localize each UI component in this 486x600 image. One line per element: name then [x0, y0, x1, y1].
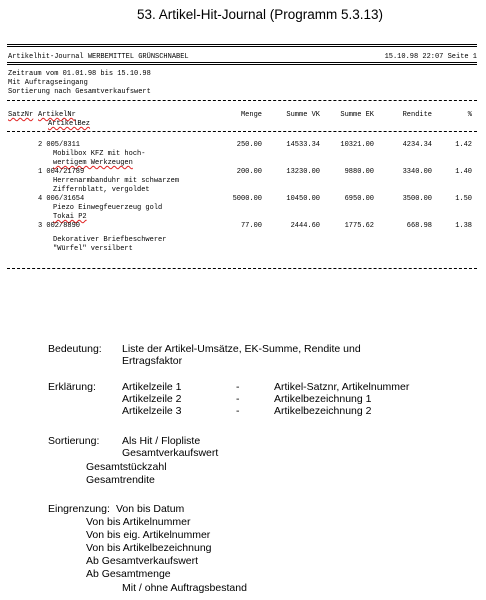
row-pct: 1.42: [455, 141, 472, 149]
col-rendite: Rendite: [402, 111, 432, 119]
row-summe-ek: 9880.00: [344, 168, 374, 176]
row-pct: 1.40: [455, 168, 472, 176]
erklaerung-row-dash: -: [236, 405, 240, 417]
erklaerung-row-name: Artikelzeile 2: [122, 393, 182, 405]
row-pct: 1.38: [455, 222, 472, 230]
row-summe-ek: 10321.00: [340, 141, 374, 149]
eingrenzung-item: Von bis Artikelnummer: [86, 516, 191, 528]
page-title: 53. Artikel-Hit-Journal (Programm 5.3.13): [136, 7, 384, 22]
erklaerung-label: Erklärung:: [48, 381, 96, 393]
row-desc2: Tokai P2: [53, 213, 87, 221]
row-menge: 250.00: [236, 141, 262, 149]
col-summe-vk: Summe VK: [286, 111, 320, 119]
eingrenzung-item: Von bis eig. Artikelnummer: [86, 529, 211, 541]
row-desc1: Mobilbox KFZ mit hoch-: [53, 150, 146, 158]
col-pct: %: [467, 111, 472, 119]
row-satz-artikelnr: 3 002/8890: [38, 222, 81, 230]
sortierung-option: Gesamtverkaufswert: [122, 447, 219, 459]
eingrenzung-item: Von bis Datum: [116, 503, 185, 515]
row-rendite: 4234.34: [402, 141, 432, 149]
erklaerung-row-value: Artikelbezeichnung 2: [274, 405, 372, 417]
bedeutung-line1: Liste der Artikel-Umsätze, EK-Summe, Rendite und: [122, 343, 361, 355]
eingrenzung-item: Von bis Artikelbezeichnung: [86, 542, 212, 554]
report-auftragseingang: Mit Auftragseingang: [8, 79, 88, 87]
row-satz-artikelnr: 2 005/8311: [38, 141, 81, 149]
row-desc2: Ziffernblatt, vergoldet: [53, 186, 150, 194]
row-pct: 1.50: [455, 195, 472, 203]
report-header-right: 15.10.98 22:07 Seite 1: [384, 53, 477, 61]
bedeutung-line2: Ertragsfaktor: [122, 355, 183, 367]
sortierung-option: Gesamtrendite: [86, 474, 155, 486]
row-rendite: 3500.00: [402, 195, 432, 203]
row-satz-artikelnr: 1 004/21789: [38, 168, 85, 176]
row-summe-vk: 13230.00: [286, 168, 320, 176]
col-menge: Menge: [240, 111, 262, 119]
sortierung-option: Gesamtstückzahl: [86, 461, 167, 473]
sortierung-option: Als Hit / Flopliste: [122, 435, 201, 447]
erklaerung-row-dash: -: [236, 393, 240, 405]
row-desc2: wertigem Werkzeugen: [53, 159, 133, 167]
double-rule-top-2: [7, 46, 477, 47]
report-header-left: Artikelhit-Journal WERBEMITTEL GRÜNSCHNABEL: [8, 53, 189, 61]
sortierung-label: Sortierung:: [48, 435, 100, 447]
row-desc1: Dekorativer Briefbeschwerer: [53, 236, 167, 244]
erklaerung-row-name: Artikelzeile 1: [122, 381, 182, 393]
col-artikelnr: ArtikelNr: [38, 111, 76, 119]
row-summe-vk: 10450.00: [286, 195, 320, 203]
row-summe-ek: 6950.00: [344, 195, 374, 203]
row-desc2: "Würfel" versilbert: [53, 245, 133, 253]
row-rendite: 668.98: [406, 222, 432, 230]
col-satznr: SatzNr: [8, 111, 34, 119]
row-desc1: Herrenarmbanduhr mit schwarzem: [53, 177, 180, 185]
col-summe-ek: Summe EK: [340, 111, 374, 119]
eingrenzung-label: Eingrenzung:: [48, 503, 110, 515]
report-zeitraum: Zeitraum vom 01.01.98 bis 15.10.98: [8, 70, 151, 78]
double-rule-header-2: [7, 64, 477, 65]
dashed-rule-bottom: [7, 268, 477, 269]
row-desc1: Piezo Einwegfeuerzeug gold: [53, 204, 163, 212]
row-summe-vk: 2444.60: [290, 222, 320, 230]
row-rendite: 3340.00: [402, 168, 432, 176]
erklaerung-row-name: Artikelzeile 3: [122, 405, 182, 417]
erklaerung-row-dash: -: [236, 381, 240, 393]
report-sortierung: Sortierung nach Gesamtverkaufswert: [8, 88, 151, 96]
row-menge: 200.00: [236, 168, 262, 176]
eingrenzung-item: Ab Gesamtmenge: [86, 568, 171, 580]
row-summe-vk: 14533.34: [286, 141, 320, 149]
row-menge: 5000.00: [232, 195, 262, 203]
double-rule-header: [7, 62, 477, 63]
double-rule-top: [7, 44, 477, 45]
eingrenzung-item: Ab Gesamtverkaufswert: [86, 555, 199, 567]
dashed-rule-columns: [7, 100, 477, 101]
bedeutung-label: Bedeutung:: [48, 343, 102, 355]
eingrenzung-item: Mit / ohne Auftragsbestand: [122, 582, 247, 594]
row-menge: 77.00: [240, 222, 262, 230]
erklaerung-row-value: Artikelbezeichnung 1: [274, 393, 372, 405]
col-artikelbez: ArtikelBez: [48, 120, 91, 128]
row-summe-ek: 1775.62: [344, 222, 374, 230]
dashed-rule-under-header: [7, 131, 477, 132]
row-satz-artikelnr: 4 006/31654: [38, 195, 85, 203]
erklaerung-row-value: Artikel-Satznr, Artikelnummer: [274, 381, 410, 393]
